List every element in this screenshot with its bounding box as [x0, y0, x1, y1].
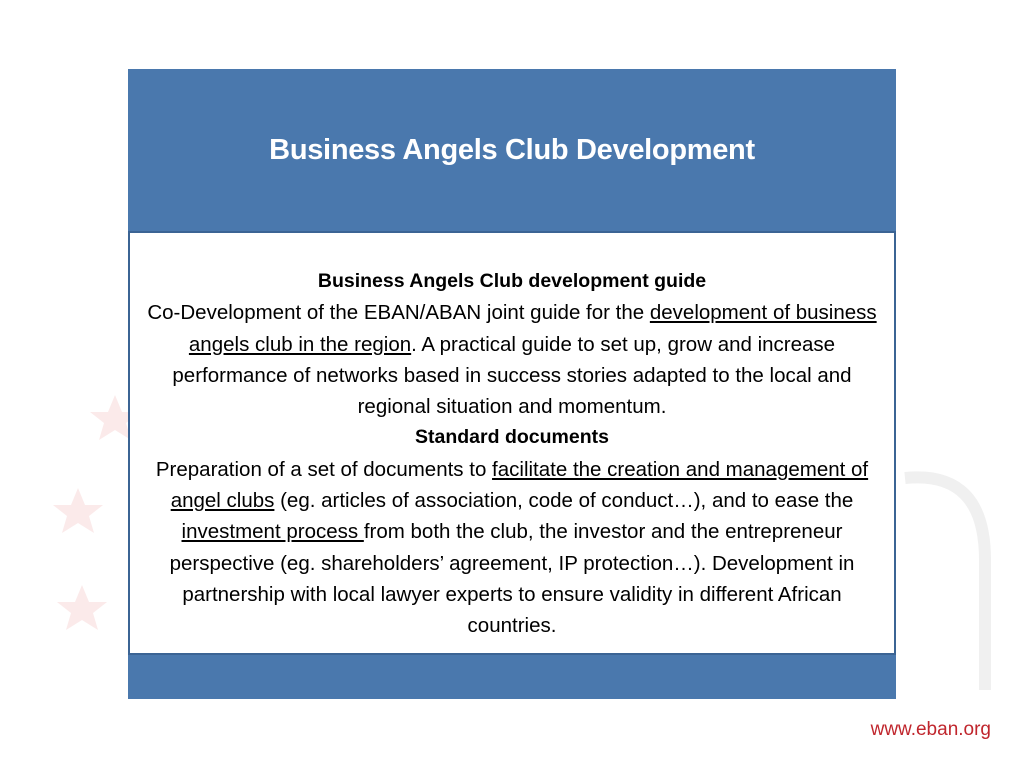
watermark-star-icon [57, 585, 107, 630]
slide-panel [128, 69, 896, 699]
section-heading: Standard documents [415, 426, 609, 449]
section-heading: Business Angels Club development guide [317, 270, 707, 292]
watermark-arc [905, 477, 985, 690]
slide-title: Business Angels Club Development [269, 133, 755, 166]
section-text: Co-Development of the EBAN/ABAN joint guide for the [147, 301, 650, 325]
section-documents [140, 422, 884, 641]
watermark-star-icon [53, 488, 103, 533]
inline-link[interactable]: facilitate the creation and management of angel clubs [170, 457, 869, 513]
inline-link[interactable]: development of business angels club in the region [188, 301, 877, 356]
section-text: Preparation of a set of documents to [155, 457, 493, 481]
section-text: from both the club, the investor and the entrepreneur perspective (eg. shareholders’ agreement, IP protection…). Development in partnership with local lawyer experts to ensure validity in different African countries. [169, 520, 855, 638]
section-guide [140, 266, 884, 422]
content-text [140, 266, 884, 642]
section-text: . A practical guide to set up, grow and increase performance of networks based in success stories adapted to the local and regional situation and momentum. [172, 332, 852, 419]
section-text: (eg. articles of association, code of conduct…), and to ease the [274, 489, 854, 513]
inline-link[interactable]: investment process [181, 520, 364, 544]
footer-website-link[interactable]: www.eban.org [870, 719, 991, 740]
content-box [128, 231, 896, 655]
